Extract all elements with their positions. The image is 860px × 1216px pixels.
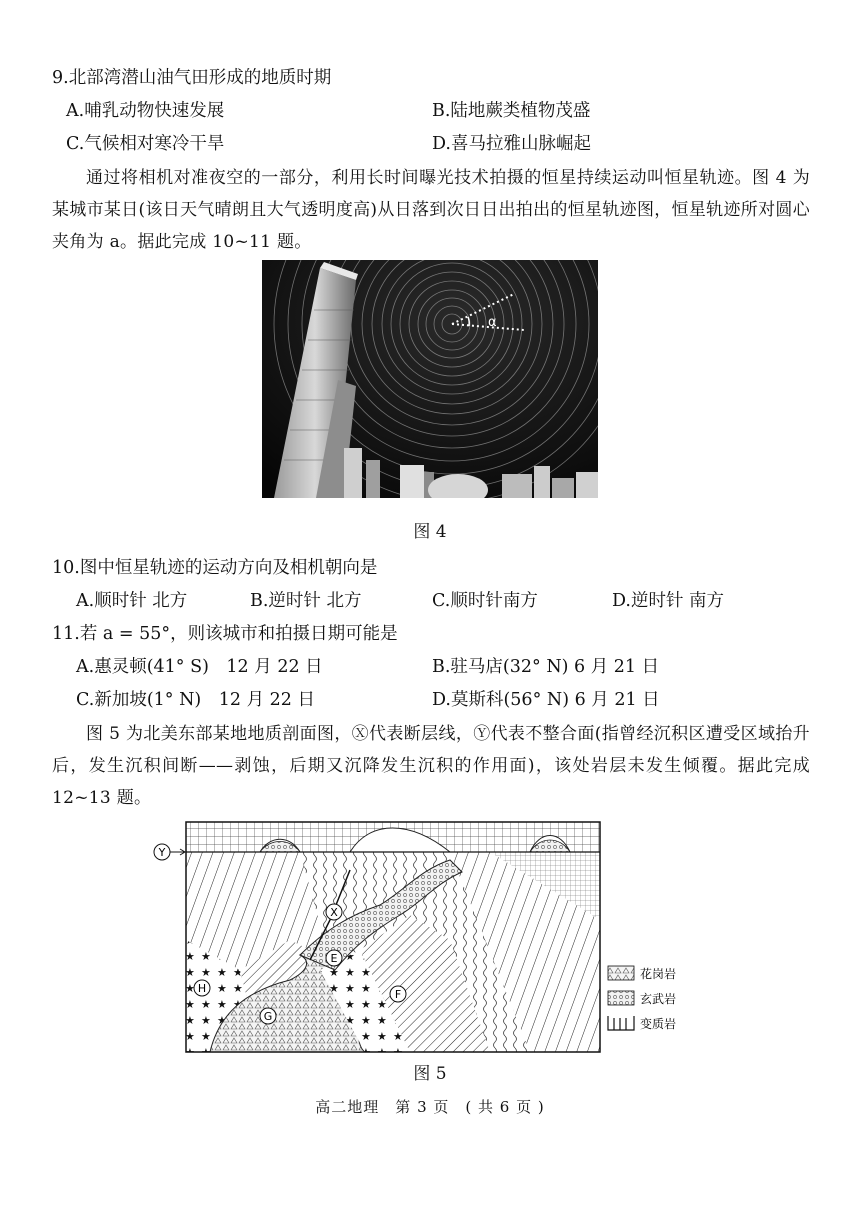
star-trail-intro: 通过将相机对准夜空的一部分，利用长时间曝光技术拍摄的恒星持续运动叫恒星轨迹。图 4 为某城市某日(该日天气晴朗且大气透明度高)从日落到次日日出拍出的恒星轨迹图，恒星轨迹所对圆心夹角为 a。据此完成 10~11 题。 bbox=[52, 168, 810, 252]
star-trail-image bbox=[262, 260, 598, 498]
geology-intro: 图 5 为北美东部某地地质剖面图，Ⓧ代表断层线，Ⓨ代表不整合面(指曾经沉积区遭受区域抬升后，发生沉积间断——剥蚀，后期又沉降发生沉积的作用面)，该处岩层未发生倾覆。据此完成 12~13 题。 bbox=[52, 724, 810, 808]
legend-basalt: 玄武岩 bbox=[640, 992, 677, 1006]
fig4-caption: 图 4 bbox=[413, 522, 447, 542]
star-trail-photo bbox=[262, 260, 598, 498]
label-g: G bbox=[263, 1010, 273, 1023]
geology-cross-section bbox=[150, 820, 710, 1060]
q11-option-b: B.驻马店(32° N) 6 月 21 日 bbox=[432, 657, 660, 677]
q10-option-d: D.逆时针 南方 bbox=[612, 591, 725, 611]
legend-granite: 花岗岩 bbox=[640, 967, 677, 981]
unconformity-marker bbox=[154, 844, 185, 860]
legend-metamorphic: 变质岩 bbox=[640, 1017, 677, 1031]
label-f: F bbox=[394, 988, 402, 1001]
q10-option-b: B.逆时针 北方 bbox=[250, 591, 362, 611]
q11-option-d: D.莫斯科(56° N) 6 月 21 日 bbox=[432, 690, 660, 710]
q9-option-c: C.气候相对寒冷干旱 bbox=[66, 134, 225, 154]
label-h: H bbox=[197, 982, 207, 995]
angle-alpha-label: α bbox=[488, 315, 497, 330]
label-y: Y bbox=[158, 846, 166, 859]
fig5-caption: 图 5 bbox=[413, 1064, 447, 1084]
q10-option-c: C.顺时针南方 bbox=[432, 591, 538, 611]
page-footer: 高二地理 第 3 页 ( 共 6 页 ) bbox=[315, 1098, 545, 1116]
q9-option-a: A.哺乳动物快速发展 bbox=[66, 101, 225, 121]
q10-stem: 10.图中恒星轨迹的运动方向及相机朝向是 bbox=[52, 558, 378, 578]
legend-basalt-swatch bbox=[608, 991, 634, 1005]
q10-option-a: A.顺时针 北方 bbox=[76, 591, 188, 611]
q9-stem: 9.北部湾潜山油气田形成的地质时期 bbox=[52, 68, 332, 88]
legend-metamorphic-swatch bbox=[608, 1016, 634, 1030]
q11-option-a: A.惠灵顿(41° S) 12 月 22 日 bbox=[76, 657, 323, 677]
q11-option-c: C.新加坡(1° N) 12 月 22 日 bbox=[76, 690, 315, 710]
legend-granite-swatch bbox=[608, 966, 634, 980]
label-e: E bbox=[330, 952, 338, 965]
legend bbox=[608, 966, 676, 1031]
label-x: X bbox=[330, 906, 338, 919]
q11-stem: 11.若 a = 55°，则该城市和拍摄日期可能是 bbox=[52, 624, 398, 644]
q9-option-d: D.喜马拉雅山脉崛起 bbox=[432, 134, 591, 154]
q9-option-b: B.陆地蕨类植物茂盛 bbox=[432, 101, 591, 121]
